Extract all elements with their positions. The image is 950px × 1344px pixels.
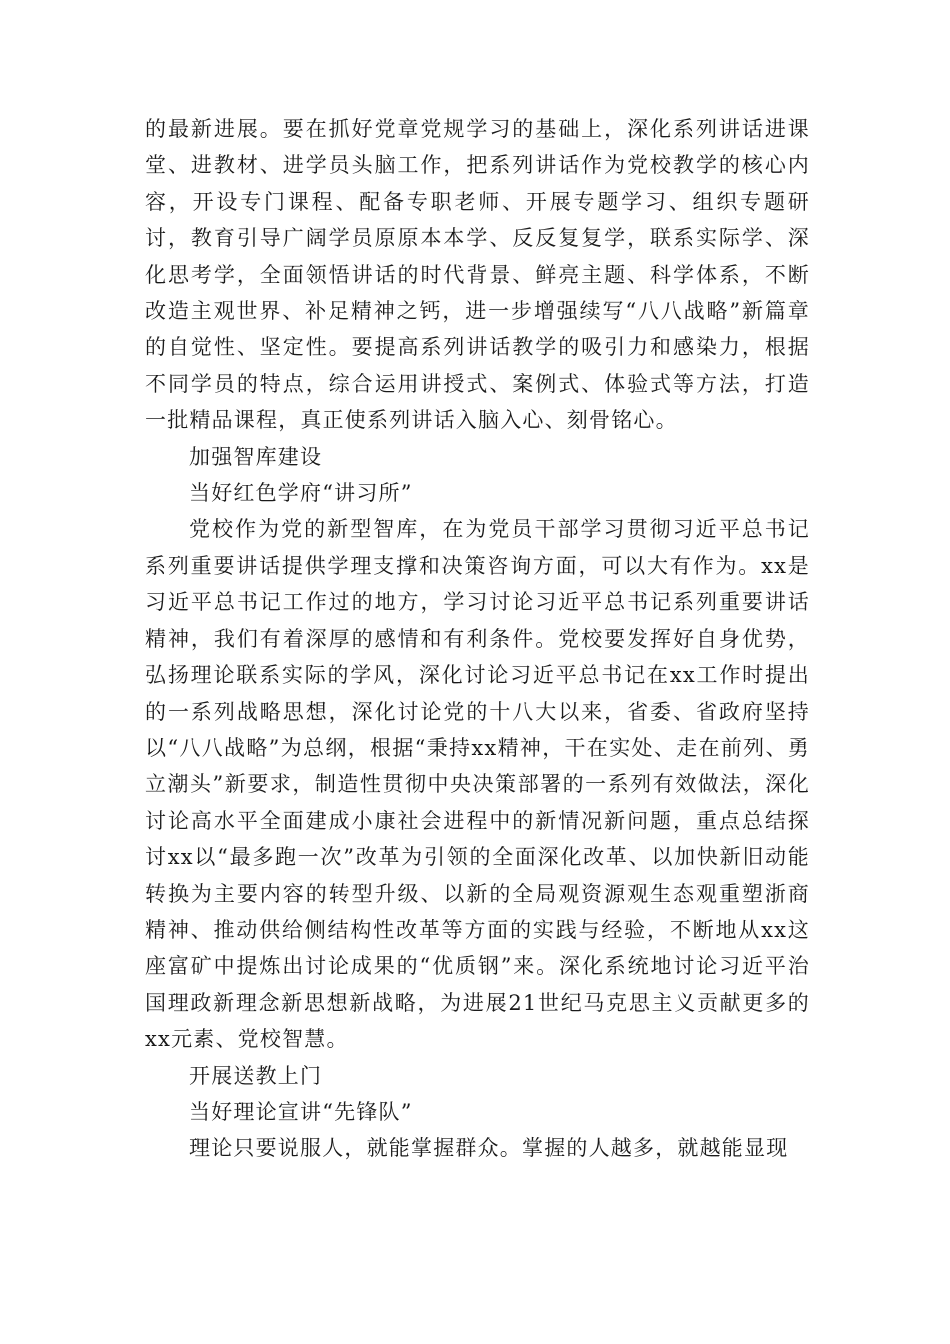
- section-heading-outreach: 开展送教上门: [189, 1063, 323, 1088]
- section-subheading-lecture-hall: 当好红色学府“讲习所”: [189, 481, 413, 506]
- paragraph-continued: 的最新进展。要在抓好党章党规学习的基础上，深化系列讲话进课堂、进教材、进学员头脑工作，把系列讲话作为党校教学的核心内容，开设专门课程、配备专职老师、开展专题学习、组织专题研讨，教育引导广阔学员原原本本学、反反复复学，联系实际学、深化思考学，全面领悟讲话的时代背景、鲜亮主题、科学体系，不断改造主观世界、补足精神之钙，进一步增强续写“八八战略”新篇章的自觉性、坚定性。要提高系列讲话教学的吸引力和感染力，根据不同学员的特点，综合运用讲授式、案例式、体验式等方法，打造一批精品课程，真正使系列讲话入脑入心、刻骨铭心。: [145, 117, 810, 433]
- document-body: [145, 111, 810, 1167]
- paragraph-outreach: 理论只要说服人，就能掌握群众。掌握的人越多，就越能显现: [189, 1136, 789, 1161]
- section-heading-think-tank: 加强智库建设: [189, 444, 323, 469]
- section-subheading-vanguard: 当好理论宣讲“先锋队”: [189, 1099, 413, 1124]
- paragraph-think-tank: 党校作为党的新型智库，在为党员干部学习贯彻习近平总书记系列重要讲话提供学理支撑和决策咨询方面，可以大有作为。xx是习近平总书记工作过的地方，学习讨论习近平总书记系列重要讲话精神，我们有着深厚的感情和有利条件。党校要发挥好自身优势，弘扬理论联系实际的学风，深化讨论习近平总书记在xx工作时提出的一系列战略思想，深化讨论党的十八大以来，省委、省政府坚持以“八八战略”为总纲，根据“秉持xx精神，干在实处、走在前列、勇立潮头”新要求，制造性贯彻中央决策部署的一系列有效做法，深化讨论高水平全面建成小康社会进程中的新情况新问题，重点总结探讨xx以“最多跑一次”改革为引领的全面深化改革、以加快新旧动能转换为主要内容的转型升级、以新的全局观资源观生态观重塑浙商精神、推动供给侧结构性改革等方面的实践与经验，不断地从xx这座富矿中提炼出讨论成果的“优质钢”来。深化系统地讨论习近平治国理政新理念新思想新战略，为进展21世纪马克思主义贡献更多的xx元素、党校智慧。: [145, 517, 810, 1052]
